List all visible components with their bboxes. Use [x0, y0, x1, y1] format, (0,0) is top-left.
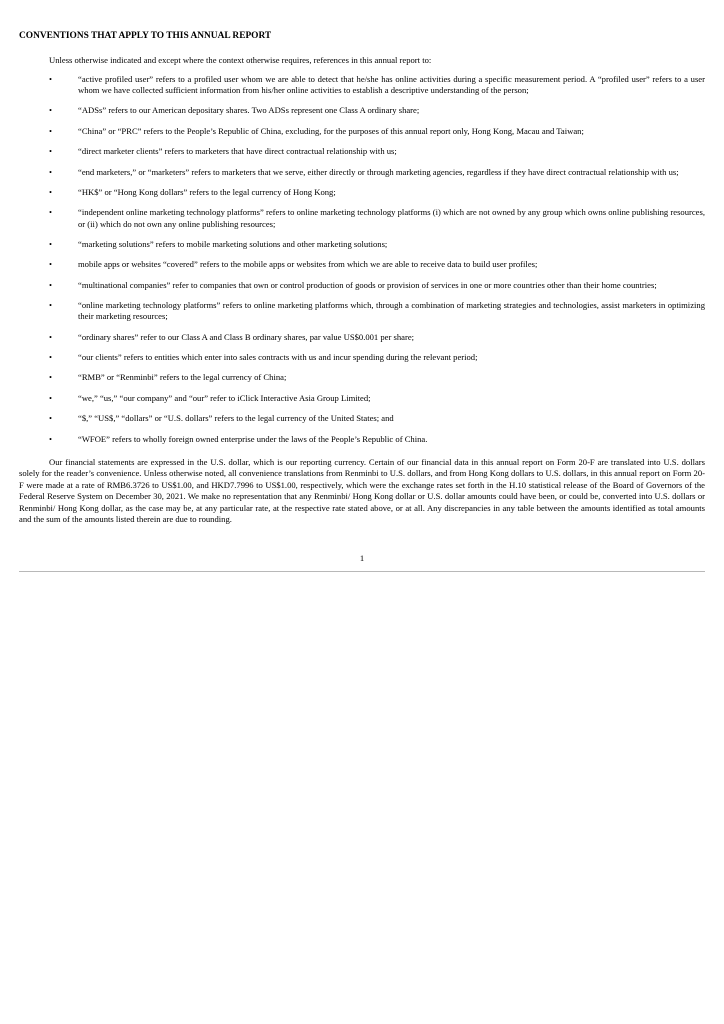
definition-item [19, 146, 705, 157]
definition-item [19, 413, 705, 424]
footer-divider [19, 571, 705, 572]
definition-text: “$,” “US$,” “dollars” or “U.S. dollars” refers to the legal currency of the United States; and [78, 413, 394, 424]
definition-text: “WFOE” refers to wholly foreign owned enterprise under the laws of the People’s Republic of China. [78, 433, 428, 444]
section-heading: CONVENTIONS THAT APPLY TO THIS ANNUAL REPORT [19, 31, 272, 41]
currency-paragraph: Our financial statements are expressed in the U.S. dollar, which is our reporting currency. Certain of our financial data in this annual report on Form 20-F are translated into U.S. dollars solely for the reader’s convenience. Unless otherwise noted, all convenience translations from Renminbi to U.S. dollars, and from Hong Kong dollars to U.S. dollars, in this annual report on Form 20-F were made at a rate of RMB6.3726 to US$1.00, and HKD7.7996 to US$1.00, respectively, which were the exchange rates set forth in the H.10 statistical release of the Board of Governors of the Federal Reserve System on December 30, 2021. We make no representation that any Renminbi/ Hong Kong dollar or U.S. dollar amounts could have been, or could be, converted into U.S. dollars or Renminbi/ Hong Kong dollar, as the case may be, at any particular rate, at the respective rate stated above, or at all. Any discrepancies in any table between the amounts identified as total amounts and the sum of the amounts listed therein are due to rounding. [19, 456, 705, 525]
bullet-icon: • [49, 300, 53, 311]
bullet-icon: • [49, 146, 53, 157]
definitions-list [19, 74, 705, 445]
bullet-icon: • [49, 433, 53, 444]
definition-item [19, 187, 705, 198]
definition-item [19, 239, 705, 250]
definition-text: “our clients” refers to entities which enter into sales contracts with us and incur spending during the relevant period; [78, 351, 478, 362]
definition-text: “we,” “us,” “our company” and “our” refer to iClick Interactive Asia Group Limited; [78, 392, 371, 403]
definition-item [19, 300, 705, 322]
definition-item [19, 280, 705, 291]
definition-item [19, 126, 705, 137]
bullet-icon: • [49, 207, 53, 218]
definition-item [19, 105, 705, 116]
intro-paragraph: Unless otherwise indicated and except where the context otherwise requires, references in this annual report to: [49, 55, 432, 65]
bullet-icon: • [49, 125, 53, 136]
definition-item [19, 207, 705, 229]
definition-text: “online marketing technology platforms” refers to online marketing platforms which, through a combination of marketing strategies and technologies, assist marketers in optimizing their marketing resources; [78, 300, 705, 322]
definition-text: “end marketers,” or “marketers” refers to marketers that we serve, either directly or through marketing agencies, regardless if they have direct contractual relationship with us; [78, 166, 679, 177]
bullet-icon: • [49, 331, 53, 342]
definition-text: “independent online marketing technology platforms” refers to online marketing technology platforms (i) which are not owned by any group which owns online publishing resources, or (ii) which do not own any online publishing resources; [78, 207, 705, 229]
definition-text: “ADSs” refers to our American depositary shares. Two ADSs represent one Class A ordinary share; [78, 105, 420, 116]
definition-item [19, 434, 705, 445]
definition-text: “RMB” or “Renminbi” refers to the legal currency of China; [78, 372, 287, 383]
definition-item [19, 372, 705, 383]
definition-item [19, 74, 705, 96]
definition-item [19, 393, 705, 404]
bullet-icon: • [49, 372, 53, 383]
bullet-icon: • [49, 413, 53, 424]
bullet-icon: • [49, 74, 53, 84]
definition-text: “active profiled user” refers to a profiled user whom we are able to detect that he/she has online activities during a specific measurement period. A “profiled user” refers to a user whom we have collected sufficient information from his/her online activities to establish a descriptive understanding of the person; [78, 74, 705, 96]
definition-item [19, 167, 705, 178]
definition-text: “marketing solutions” refers to mobile marketing solutions and other marketing solutions; [78, 238, 388, 249]
definition-text: “HK$” or “Hong Kong dollars” refers to the legal currency of Hong Kong; [78, 187, 336, 198]
definition-text: “direct marketer clients” refers to marketers that have direct contractual relationship with us; [78, 146, 397, 157]
bullet-icon: • [49, 166, 53, 177]
bullet-icon: • [49, 105, 53, 116]
definition-item [19, 352, 705, 363]
bullet-icon: • [49, 187, 53, 198]
definition-text: mobile apps or websites “covered” refers to the mobile apps or websites from which we are able to receive data to build user profiles; [78, 259, 538, 270]
definition-text: “multinational companies” refer to companies that own or control production of goods or provision of services in one or more countries other than their home countries; [78, 279, 657, 290]
definition-item [19, 259, 705, 270]
bullet-icon: • [49, 259, 53, 270]
bullet-icon: • [49, 238, 53, 249]
definition-text: “China” or “PRC” refers to the People’s Republic of China, excluding, for the purposes of this annual report only, Hong Kong, Macau and Taiwan; [78, 125, 584, 136]
document-page [19, 30, 705, 526]
definition-item [19, 332, 705, 343]
page-number: 1 [359, 553, 365, 563]
bullet-icon: • [49, 351, 53, 362]
bullet-icon: • [49, 392, 53, 403]
bullet-icon: • [49, 279, 53, 290]
definition-text: “ordinary shares” refer to our Class A and Class B ordinary shares, par value US$0.001 per share; [78, 331, 415, 342]
